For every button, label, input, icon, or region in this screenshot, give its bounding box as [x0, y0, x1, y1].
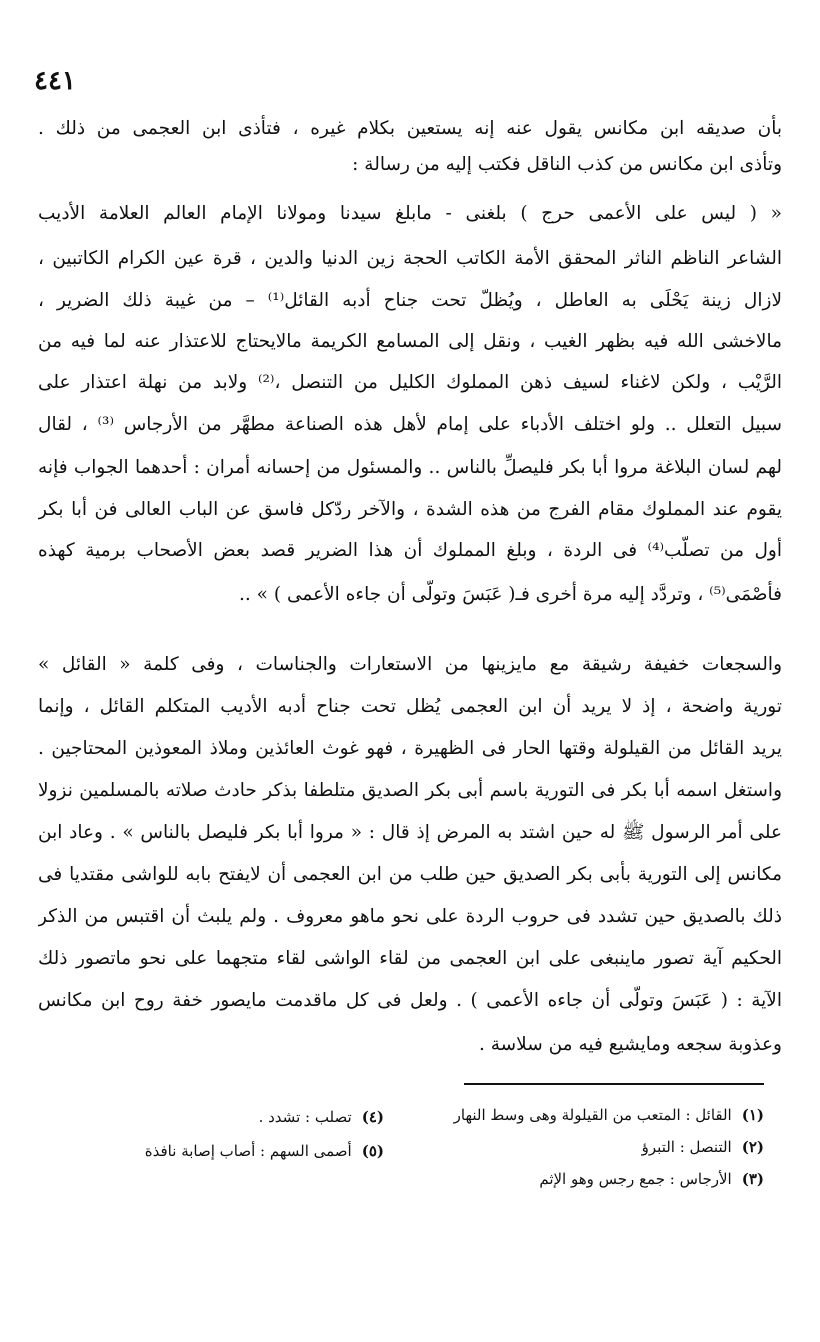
body-line: يقوم عند المملوك مقام الفرج من هذه الشدة ، والآخر ردّكل فاسق عن الباب العالى فن أبا بكر [38, 499, 782, 520]
footnote-item [454, 1104, 764, 1126]
body-line: تورية واضحة ، إذ لا يريد أن ابن العجمى يُظل تحت جناح أدبه الأديب المتكلم القائل ، وإنما [38, 696, 782, 717]
body-line: يريد القائل من القيلولة وقتها الحار فى الظهيرة ، فهو غوث العائذين وملاذ المعوذين المحتاجين . [38, 738, 782, 759]
footnote-text: التنصل : التبرؤ [641, 1138, 732, 1156]
body-line: أول من تصلَّب⁽⁴⁾ فى الردة ، وبلغ المملوك أن هذا الضرير قصد بعض الأصحاب برمية كهذه [38, 540, 782, 561]
footnote-number: (٤) [361, 1108, 384, 1126]
footnote-text: القائل : المتعب من القيلولة وهى وسط النهار [453, 1106, 732, 1124]
footnote-number: (١) [741, 1106, 764, 1124]
body-line: على أمر الرسول ﷺ له حين اشتد به المرض إذ قال : « مروا أبا بكر فليصل بالناس » . وعاد ابن [38, 822, 782, 843]
body-line: وتأذى ابن مكانس من كذب الناقل فكتب إليه من رسالة : [352, 154, 782, 175]
body-line: والسجعات خفيفة رشيقة مع مايزينها من الاستعارات والجناسات ، وفى كلمة « القائل » [38, 654, 782, 675]
footnote-item [539, 1168, 764, 1190]
footnote-item [145, 1140, 384, 1162]
body-line: ذلك بالصديق حين تشدد فى حروب الردة على نحو ماهو معروف . ولم يلبث أن اقتبس من الذكر [38, 906, 782, 927]
body-line: بأن صديقه ابن مكانس يقول عنه إنه يستعين بكلام غيره ، فتأذى ابن العجمى من ذلك . [38, 118, 782, 139]
body-line: الآية : ( عَبَسَ وتولّى أن جاءه الأعمى ) . ولعل فى كل ماقدمت مايصور خفة روح ابن مكانس [38, 990, 782, 1011]
body-line: مالاخشى الله فيه بظهر الغيب ، ونقل إلى المسامع الكريمة مالايحتاج للاعتذار عنه لما فيه من [38, 331, 782, 352]
body-line: لازال زينة يَحْلَى به العاطل ، ويُظلّ تحت جناح أدبه القائل⁽¹⁾ – من غيبة ذلك الضرير ، [38, 290, 782, 311]
body-line: لهم لسان البلاغة مروا أبا بكر فليصلِّ بالناس .. والمسئول من إحسانه أمران : أحدهما الجواب فإنه [38, 457, 782, 478]
body-line: الرَّيْب ، ولكن لاغناء لسيف ذهن المملوك الكليل من التنصل ،⁽²⁾ ولابد من نهلة اعتذار على [38, 372, 782, 393]
body-line: الشاعر الناظم الناثر المحقق الأمة الكاتب الحجة زين الدنيا والدين ، قرة عين الكرام الكاتبين ، [38, 248, 782, 269]
body-line: « ( ليس على الأعمى حرج ) بلغنى - مابلغ سيدنا ومولانا الإمام العالم العلامة الأديب [38, 203, 782, 224]
footnote-divider [464, 1083, 764, 1085]
body-line: مكانس إلى التورية بأبى بكر الصديق حين طلب من ابن العجمى أن لايفتح بابه للواشى مقتديا فى [38, 864, 782, 885]
page-number: ٤٤١ [34, 66, 76, 96]
body-line: سبيل التعلل .. ولو اختلف الأدباء على إمام لأهل هذه الصناعة مطهَّر من الأرجاس ⁽³⁾ ، لقال [38, 414, 782, 435]
footnote-number: (٣) [741, 1170, 764, 1188]
footnote-item [259, 1106, 384, 1128]
footnote-item [642, 1136, 764, 1158]
body-line: فأَصْمَى⁽⁵⁾ ، وتردَّد إليه مرة أخرى فـ( عَبَسَ وتولّى أن جاءه الأعمى ) » .. [239, 584, 782, 605]
footnote-text: أصمى السهم : أصاب إصابة نافذة [144, 1142, 352, 1160]
footnote-text: الأرجاس : جمع رجس وهو الإثم [539, 1170, 732, 1188]
footnote-text: تصلب : تشدد . [258, 1108, 352, 1126]
footnote-number: (٥) [361, 1142, 384, 1160]
body-line: الحكيم آية تصور ماينبغى على ابن العجمى من لقاء الواشى لقاء متجهما على نحو ماتصور ذلك [38, 948, 782, 969]
footnote-number: (٢) [741, 1138, 764, 1156]
body-line: وعذوبة سجعه ومايشيع فيه من سلاسة . [479, 1034, 782, 1055]
body-line: واستغل اسمه أبا بكر فى التورية باسم أبى بكر الصديق متلطفا بذكر حادث صلاته بالمسلمين نزولا [38, 780, 782, 801]
